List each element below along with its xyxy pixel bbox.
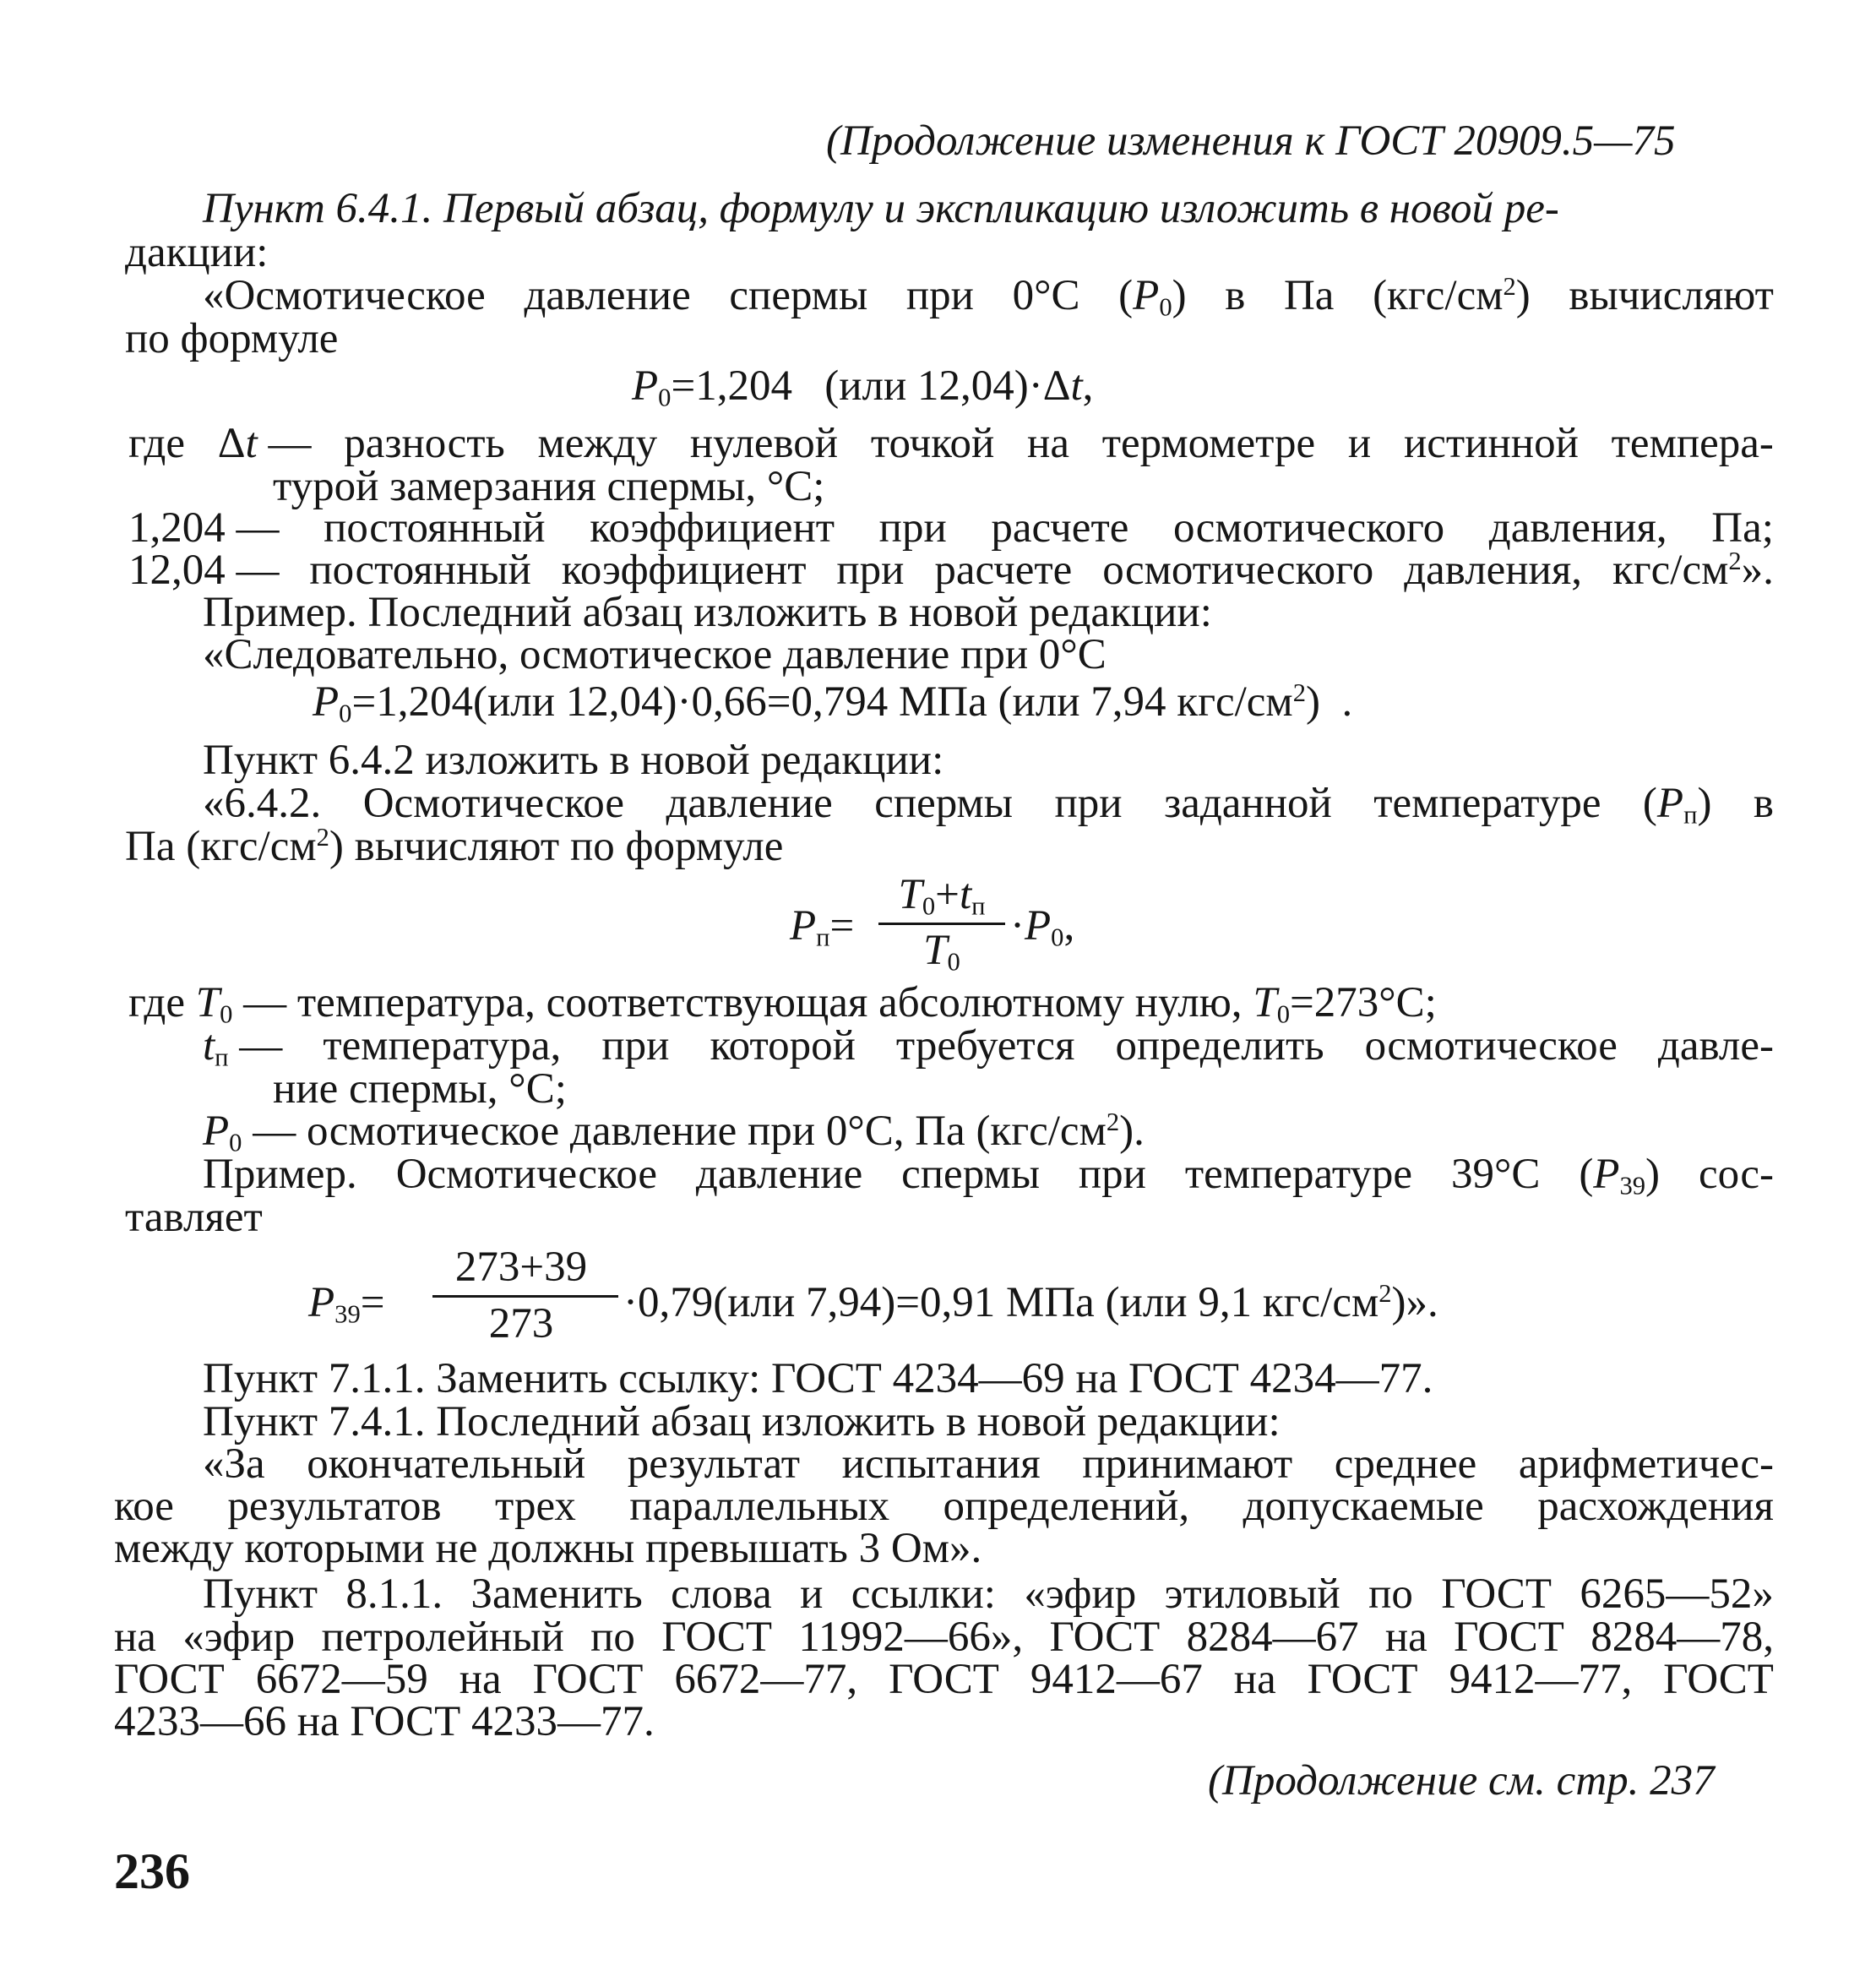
page-number: 236: [114, 1843, 190, 1899]
p811-text-line1: Пункт 8.1.1. Заменить слова и ссылки: «эфир этиловый по ГОСТ 6265—52»: [203, 1571, 1774, 1618]
p641-example-line2: «Следовательно, осмотическое давление при 0°C: [203, 631, 1107, 678]
p642-example-formula-fraction-bar: [432, 1295, 618, 1298]
p642-example-formula-lhs: $P_{39}=$: [308, 1279, 385, 1329]
p641-intro-line2: дакции:: [125, 229, 269, 276]
p642-example-formula-numerator: 273+39: [454, 1244, 588, 1291]
p641-intro-line1: Пункт 6.4.1. Первый абзац, формулу и экспликацию изложить в новой ре-: [203, 185, 1559, 232]
p641-def-line1: «Осмотическое давление спермы при 0°C $(P_0)$ в Па $(кгс/см^2)$ вычисляют: [203, 272, 1774, 322]
p642-example-formula-rhs: ·0,79(или 7,94)=0,91 МПа (или 9,1 кгс/$см^2$)».: [623, 1279, 1438, 1326]
p642-where-line4: $P_0$ — осмотическое давление при 0°C, Па $(кгс/см^2)$.: [203, 1108, 1145, 1157]
p642-formula-fraction-bar: [878, 923, 1005, 925]
p642-formula-lhs: $P_п=$: [790, 902, 855, 952]
p741-intro: Пункт 7.4.1. Последний абзац изложить в новой редакции:: [203, 1398, 1281, 1445]
p642-where-line1: где $T_0$ — температура, соответствующая абсолютному нулю, $T_0=273^\circ C$;: [128, 979, 1437, 1029]
p741-text-line3: между которыми не должны превышать 3 Ом».: [114, 1525, 982, 1572]
p642-def-line1: «6.4.2. Осмотическое давление спермы при заданной температуре $(P_п)$ в: [203, 780, 1774, 830]
p641-where-line2: турой замерзания спермы, °C;: [273, 463, 825, 510]
p641-example-formula: $P_0=1,204(или$ 12,04)·0,66=0,794 МПа (или 7,94 кгс/$см^2$) .: [313, 678, 1353, 728]
p642-formula-numerator: $T_0+t_п$: [898, 871, 986, 921]
p642-example-line1: Пример. Осмотическое давление спермы при температуре 39°C $(P_{39})$ сос-: [203, 1151, 1774, 1200]
p641-const-line2: 12,04 — постоянный коэффициент при расчете осмотического давления, кгс/$см^2$».: [128, 547, 1774, 594]
p642-example-formula-denominator: 273: [488, 1300, 554, 1347]
p641-formula: $P_0=1,204$ (или 12,04)·Δt,: [632, 362, 1094, 412]
p711-text: Пункт 7.1.1. Заменить ссылку: ГОСТ 4234—69 на ГОСТ 4234—77.: [203, 1355, 1433, 1402]
p642-formula-rhs: $\cdot P_0$,: [1010, 902, 1075, 952]
p642-def-line2: Па $(кгс/см^2)$ вычисляют по формуле: [125, 823, 784, 870]
p641-const-line1: 1,204 — постоянный коэффициент при расчете осмотического давления, Па;: [128, 504, 1774, 552]
p642-where-line2: $t_п$ — температура, при которой требуется определить осмотическое давле-: [203, 1022, 1774, 1072]
p642-example-line2: тавляет: [125, 1194, 263, 1241]
p811-text-line3: ГОСТ 6672—59 на ГОСТ 6672—77, ГОСТ 9412—67 на ГОСТ 9412—77, ГОСТ: [114, 1656, 1774, 1703]
p642-where-line3: ние спермы, °C;: [273, 1065, 567, 1113]
footer-continuation: (Продолжение см. стр. 237: [1208, 1757, 1715, 1805]
p741-text-line2: кое результатов трех параллельных определений, допускаемые расхождения: [114, 1483, 1774, 1530]
p642-intro: Пункт 6.4.2 изложить в новой редакции:: [203, 737, 944, 784]
p641-def-line2: по формуле: [125, 315, 339, 362]
p741-text-line1: «За окончательный результат испытания принимают среднее арифметичес-: [203, 1440, 1774, 1488]
header-continuation: (Продолжение изменения к ГОСТ 20909.5—75: [826, 117, 1676, 165]
p642-formula-denominator: $T_0$: [923, 927, 960, 977]
p811-text-line2: на «эфир петролейный по ГОСТ 11992—66», ГОСТ 8284—67 на ГОСТ 8284—78,: [114, 1614, 1774, 1661]
p641-where-line1: где Δt — разность между нулевой точкой на термометре и истинной темпера-: [128, 420, 1774, 467]
p641-example-line1: Пример. Последний абзац изложить в новой редакции:: [203, 589, 1212, 636]
p811-text-line4: 4233—66 на ГОСТ 4233—77.: [114, 1698, 655, 1745]
